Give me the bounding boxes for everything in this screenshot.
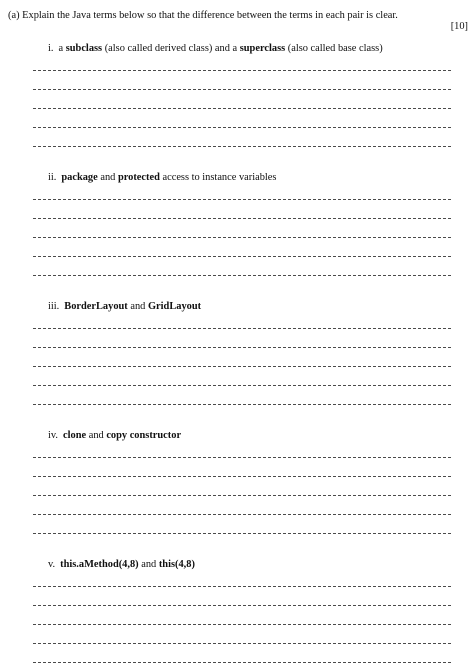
question-number: iv. xyxy=(48,430,59,441)
question-instruction: Explain the Java terms below so that the difference between the terms in each pair is clear. xyxy=(22,10,398,21)
answer-line xyxy=(33,624,451,625)
answer-line xyxy=(33,256,451,257)
term-bold: clone xyxy=(63,430,87,441)
term-bold: subclass xyxy=(65,43,103,54)
term-bold: this.aMethod(4,8) xyxy=(60,559,139,570)
answer-line xyxy=(33,218,451,219)
answer-line xyxy=(33,476,451,477)
answer-line xyxy=(33,586,451,587)
answer-line xyxy=(33,328,451,329)
answer-line xyxy=(33,385,451,386)
question-intro xyxy=(8,9,468,22)
question-number: v. xyxy=(48,559,56,570)
answer-line xyxy=(33,127,451,128)
question-title xyxy=(48,42,383,55)
answer-line xyxy=(33,275,451,276)
question-title xyxy=(48,429,181,442)
question-title xyxy=(48,300,201,313)
answer-line xyxy=(33,404,451,405)
question-number: i. xyxy=(48,43,54,54)
question-text: and xyxy=(138,559,159,570)
marks-badge: [10] xyxy=(450,21,468,32)
answer-line xyxy=(33,237,451,238)
answer-line xyxy=(33,146,451,147)
question-text: and xyxy=(86,430,107,441)
answer-line xyxy=(33,70,451,71)
question-number: iii. xyxy=(48,301,60,312)
question-text: access to instance variables xyxy=(159,172,277,183)
answer-line xyxy=(33,199,451,200)
answer-line xyxy=(33,89,451,90)
term-bold: package xyxy=(61,172,98,183)
question-text: and xyxy=(127,301,148,312)
question-text: (also called base class) xyxy=(285,43,383,54)
question-text: (also called derived class) and a xyxy=(102,43,240,54)
answer-line xyxy=(33,347,451,348)
question-title xyxy=(48,558,195,571)
question-number: ii. xyxy=(48,172,57,183)
term-bold: protected xyxy=(117,172,160,183)
answer-line xyxy=(33,457,451,458)
answer-line xyxy=(33,514,451,515)
answer-line xyxy=(33,643,451,644)
term-bold: copy constructor xyxy=(106,430,182,441)
answer-line xyxy=(33,533,451,534)
question-label: (a) xyxy=(8,10,20,21)
answer-line xyxy=(33,495,451,496)
answer-line xyxy=(33,366,451,367)
term-bold: superclass xyxy=(239,43,286,54)
question-text: a xyxy=(58,43,66,54)
question-title xyxy=(48,171,276,184)
answer-line xyxy=(33,108,451,109)
answer-line xyxy=(33,605,451,606)
term-bold: this(4,8) xyxy=(158,559,195,570)
question-text: and xyxy=(97,172,118,183)
term-bold: GridLayout xyxy=(147,301,202,312)
term-bold: BorderLayout xyxy=(64,301,128,312)
